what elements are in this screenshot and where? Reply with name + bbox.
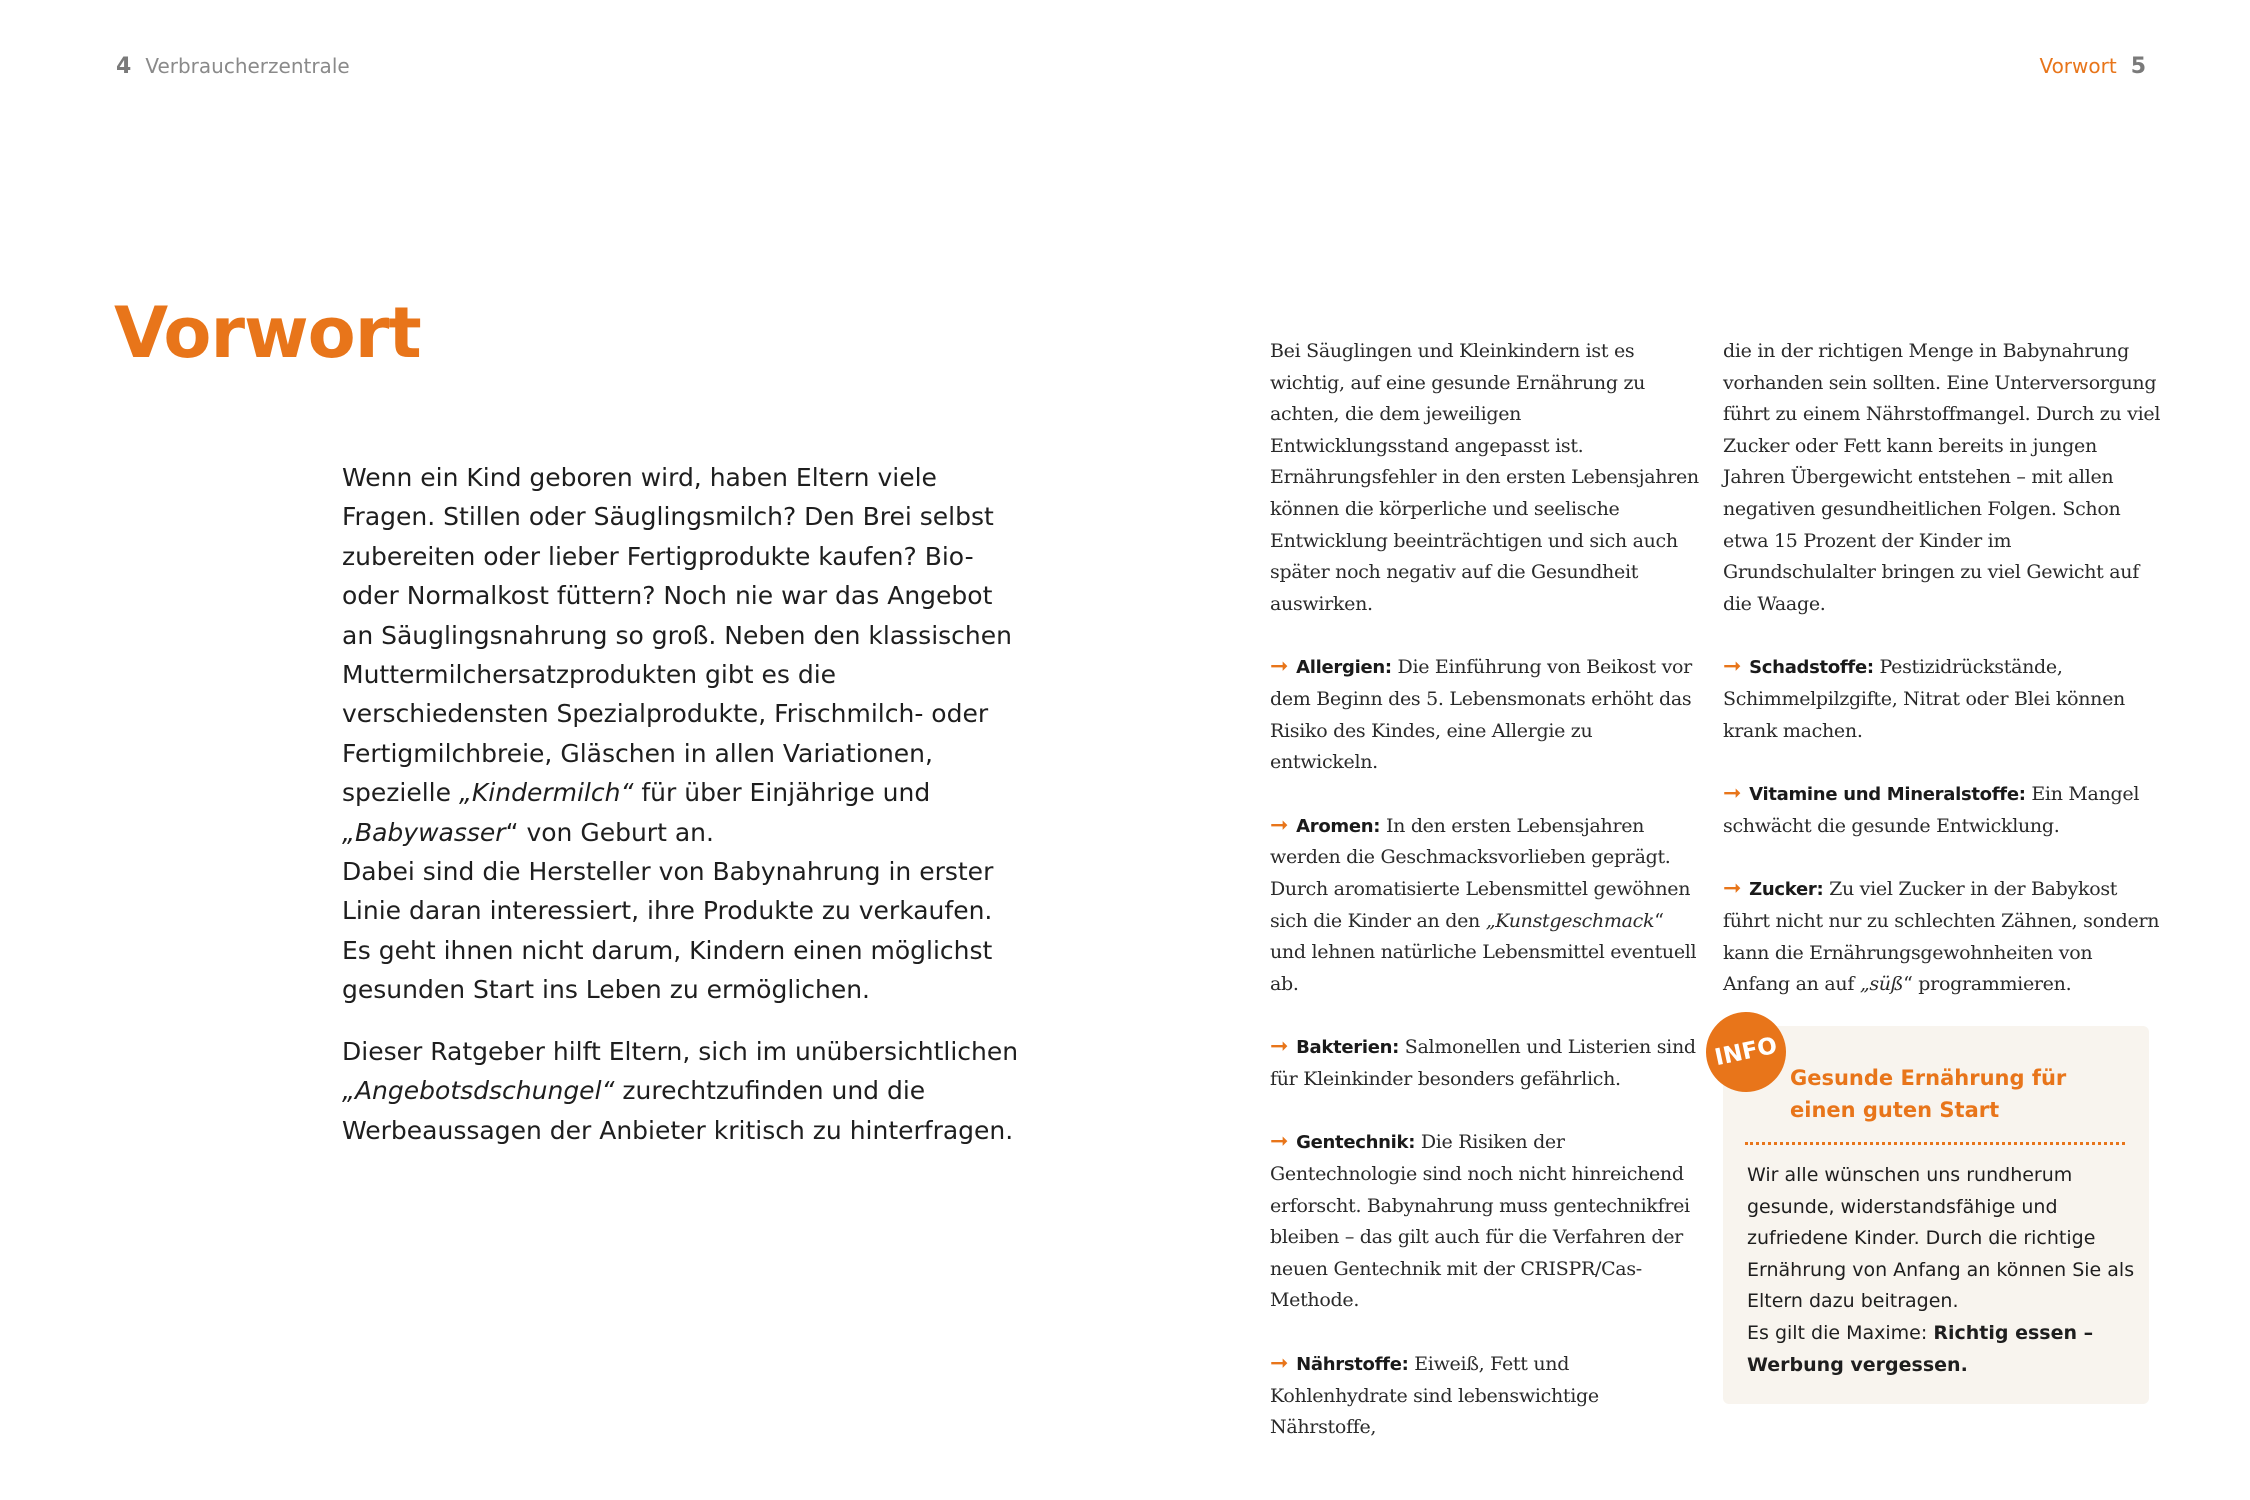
arrow-right-icon: ➞	[1270, 1351, 1289, 1377]
item-text: Pestizidrückstände, Schimmelpilzgifte, Nitrat oder Blei können krank machen.	[1723, 656, 2125, 742]
list-item	[1270, 810, 1702, 1001]
item-term: Zucker:	[1749, 879, 1824, 901]
list-item	[1270, 1348, 1702, 1444]
body-column-2	[1723, 336, 2163, 1032]
intro-paragraph-1	[342, 458, 1022, 1010]
item-term: Vitamine und Mineralstoffe:	[1749, 784, 2026, 806]
publisher-label: Verbraucherzentrale	[145, 54, 350, 78]
column-2-lead: die in der richtigen Menge in Babynahrung vorhanden sein sollten. Eine Unterversorgung führt zu einem Nährstoffmangel. Durch zu viel Zucker oder Fett kann bereits in jungen Jahren Übergewicht entstehen – mit allen negativen gesundheitlichen Folgen. Schon etwa 15 Prozent der Kinder im Grundschulalter bringen zu viel Gewicht auf die Waage.	[1723, 340, 2161, 615]
item-term: Gentechnik:	[1296, 1132, 1416, 1154]
intro-text-run: für über Einjährige und	[633, 778, 931, 808]
item-text: Salmonellen und Listerien sind für Kleinkinder besonders gefährlich.	[1270, 1036, 1696, 1090]
arrow-right-icon: ➞	[1723, 654, 1742, 680]
intro-italic-kindermilch: „Kindermilch“	[458, 778, 634, 808]
item-term: Bakterien:	[1296, 1037, 1400, 1059]
item-term: Schadstoffe:	[1749, 657, 1874, 679]
intro-text-run: “ von Geburt an.	[505, 817, 714, 847]
item-term: Nährstoffe:	[1296, 1354, 1409, 1376]
body-column-1	[1270, 336, 1702, 1475]
arrow-right-icon: ➞	[1270, 1129, 1289, 1155]
page-title: Vorwort	[114, 292, 421, 374]
intro-text-run: zurechtzufinden und die Werbeaussagen der Anbieter kritisch zu hinterfragen.	[342, 1076, 1014, 1145]
list-item	[1723, 651, 2163, 747]
item-term: Allergien:	[1296, 657, 1392, 679]
intro-text-run: Wenn ein Kind geboren wird, haben Eltern viele Fragen. Stillen oder Säuglingsmilch? Den Brei selbst zubereiten oder lieber Fertigprodukte kaufen? Bio- oder Normalkost füttern? Noch nie war das Angebot an Säuglingsnahrung so groß. Neben den klassischen Muttermilchersatzprodukten gibt es die verschiedensten Spezialprodukte, Frischmilch- oder Fertigmilchbreie, Gläschen in allen Variationen, spezielle	[342, 463, 1012, 808]
intro-text	[342, 458, 1022, 1150]
intro-paragraph-2	[342, 1032, 1022, 1150]
column-1-lead: Bei Säuglingen und Kleinkindern ist es wichtig, auf eine gesunde Ernährung zu achten, die dem jeweiligen Entwicklungsstand angepasst ist. Ernährungsfehler in den ersten Lebensjahren können die körperliche und seelische Entwicklung beeinträchtigen und sich auch später noch negativ auf die Gesundheit auswirken.	[1270, 340, 1699, 615]
arrow-right-icon: ➞	[1270, 1034, 1289, 1060]
running-header-right	[2039, 54, 2146, 79]
intro-text-run: Dieser Ratgeber hilft Eltern, sich im unübersichtlichen	[342, 1036, 1019, 1066]
info-maxim-prefix: Es gilt die Maxime:	[1747, 1321, 1934, 1344]
info-maxim: Richtig essen – Werbung vergessen.	[1747, 1321, 2094, 1376]
intro-text-run: Dabei sind die Hersteller von Babynahrung in erster Linie daran interessiert, ihre Produkte zu verkaufen. Es geht ihnen nicht darum, Kindern einen möglichst gesunden Start ins Leben zu ermöglichen.	[342, 857, 994, 1005]
item-text: Zu viel Zucker in der Babykost führt nicht nur zu schlechten Zähnen, sondern kann die Ernährungsgewohnheiten von Anfang an auf	[1723, 878, 2160, 996]
item-text: “ und lehnen natürliche Lebensmittel eventuell ab.	[1270, 909, 1697, 995]
info-divider	[1745, 1142, 2125, 1145]
item-text: Die Einführung von Beikost vor dem Beginn des 5. Lebensmonats erhöht das Risiko des Kindes, eine Allergie zu entwickeln.	[1270, 656, 1692, 774]
item-text: Eiweiß, Fett und Kohlenhydrate sind lebenswichtige Nährstoffe,	[1270, 1353, 1599, 1439]
page-number-right: 5	[2130, 54, 2146, 79]
list-item	[1270, 1126, 1702, 1317]
list-item	[1270, 651, 1702, 778]
item-text: “ programmieren.	[1903, 973, 2072, 996]
item-italic: „süß	[1859, 973, 1904, 996]
info-title: Gesunde Ernährung für einen guten Start	[1790, 1066, 2067, 1122]
info-text: Wir alle wünschen uns rundherum gesunde, widerstandsfähige und zufriedene Kinder. Durch die richtige Ernährung von Anfang an können Sie als Eltern dazu beitragen.	[1747, 1164, 2135, 1313]
section-label: Vorwort	[2039, 54, 2117, 78]
arrow-right-icon: ➞	[1270, 812, 1289, 838]
page-number-left: 4	[116, 54, 132, 79]
intro-italic-babywasser: „Babywasser	[342, 817, 506, 847]
running-header-left	[116, 54, 350, 79]
arrow-right-icon: ➞	[1723, 781, 1742, 807]
item-text: Die Risiken der Gentechnologie sind noch nicht hinreichend erforscht. Babynahrung muss gentechnikfrei bleiben – das gilt auch für die Verfahren der neuen Gentechnik mit der CRISPR/Cas-Methode.	[1270, 1131, 1690, 1312]
item-italic: „Kunstgeschmack	[1485, 909, 1655, 932]
list-item	[1723, 873, 2163, 1000]
item-text: Ein Mangel schwächt die gesunde Entwicklung.	[1723, 783, 2140, 837]
arrow-right-icon: ➞	[1723, 876, 1742, 902]
info-badge: INFO	[1699, 1005, 1794, 1100]
list-item	[1723, 778, 2163, 842]
intro-italic-dschungel: „Angebotsdschungel“	[342, 1076, 615, 1106]
info-body	[1747, 1160, 2137, 1381]
list-item	[1270, 1031, 1702, 1095]
item-text: In den ersten Lebensjahren werden die Geschmacksvorlieben geprägt. Durch aromatisierte Lebensmittel gewöhnen sich die Kinder an den	[1270, 814, 1691, 932]
item-term: Aromen:	[1296, 815, 1381, 837]
arrow-right-icon: ➞	[1270, 654, 1289, 680]
